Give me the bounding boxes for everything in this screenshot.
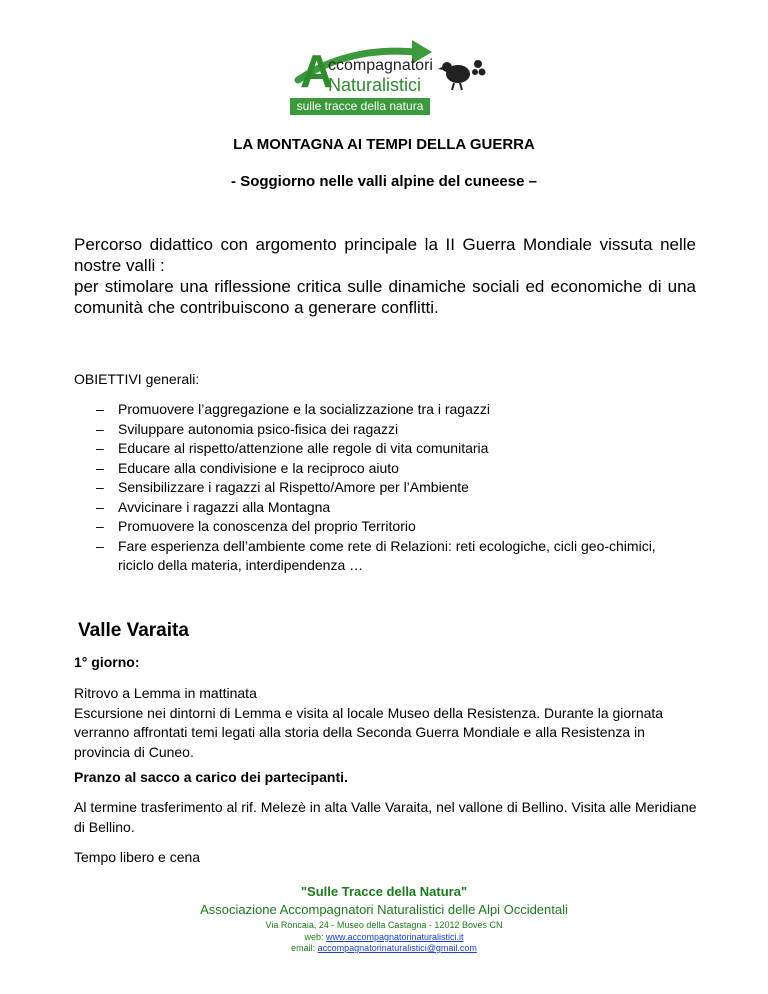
- dash-bullet: –: [96, 498, 104, 515]
- paragraph-line: Ritrovo a Lemma in mattinata: [74, 685, 257, 701]
- day-paragraph-2: Al termine trasferimento al rif. Melezè in alta Valle Varaita, nel vallone di Bellino. Visita alle Meridiane di Bellino.: [74, 799, 697, 835]
- footer-address: Via Roncaia, 24 - Museo della Castagna - 12012 Boves CN: [265, 920, 503, 930]
- section-title: Valle Varaita: [78, 620, 189, 641]
- footer-association: Associazione Accompagnatori Naturalistici delle Alpi Occidentali: [200, 902, 568, 917]
- footer-web: web: www.accompagnatorinaturalistici.it: [304, 932, 464, 942]
- logo-letter: A: [300, 45, 334, 97]
- list-item: – Educare alla condivisione e la reciproco aiuto: [96, 459, 656, 479]
- dash-bullet: –: [96, 518, 104, 534]
- intro-paragraph: [74, 234, 696, 318]
- dash-bullet: –: [96, 440, 104, 456]
- list-item: – Promuovere l’aggregazione e la socializzazione tra i ragazzi: [96, 400, 656, 420]
- lunch-note: Pranzo al sacco a carico dei partecipanti.: [74, 769, 348, 785]
- day-paragraph-1: [74, 684, 704, 762]
- dash-bullet: –: [96, 420, 104, 437]
- logo-tagline: sulle tracce della natura: [290, 98, 430, 115]
- day-paragraph-3: Tempo libero e cena: [74, 849, 201, 865]
- footer-email: email: accompagnatorinaturalistici@gmail.com: [291, 943, 477, 953]
- web-link[interactable]: www.accompagnatorinaturalistici.it: [325, 932, 464, 942]
- page-title: LA MONTAGNA AI TEMPI DELLA GUERRA: [233, 136, 535, 153]
- dash-bullet: –: [96, 537, 104, 554]
- dash-bullet: –: [96, 459, 104, 476]
- paragraph-text: Escursione nei dintorni di Lemma e visita al locale Museo della Resistenza. Durante la giornata verranno affrontati temi legati alla storia della Seconda Guerra Mondiale e alla Resistenza in provincia di Cuneo.: [74, 704, 664, 760]
- email-link[interactable]: accompagnatorinaturalistici@gmail.com: [317, 943, 477, 953]
- list-item: – Fare esperienza dell’ambiente come rete di Relazioni: reti ecologiche, cicli geo-chimici, riciclo della materia, interdipendenza …: [96, 537, 656, 573]
- list-item: – Educare al rispetto/attenzione alle regole di vita comunitaria: [96, 439, 656, 459]
- list-item: – Sviluppare autonomia psico-fisica dei ragazzi: [96, 420, 656, 440]
- list-item: – Promuovere la conoscenza del proprio Territorio: [96, 517, 656, 537]
- objectives-heading: OBIETTIVI generali:: [74, 371, 200, 387]
- intro-line2: per stimolare una riflessione critica sulle dinamiche sociali ed economiche di una comunità che contribuiscono a generare conflitti.: [74, 277, 696, 317]
- list-item: – Sensibilizzare i ragazzi al Rispetto/Amore per l’Ambiente: [96, 478, 656, 498]
- list-item: – Avvicinare i ragazzi alla Montagna: [96, 498, 656, 518]
- dash-bullet: –: [96, 479, 104, 495]
- bird-icon: [438, 54, 488, 94]
- dash-bullet: –: [96, 401, 104, 417]
- logo-line2: Naturalistici: [328, 75, 422, 95]
- page-subtitle: - Soggiorno nelle valli alpine del cuneese –: [231, 173, 537, 190]
- intro-line1: Percorso didattico con argomento principale la II Guerra Mondiale vissuta nelle nostre valli :: [74, 235, 696, 275]
- day-heading: 1° giorno:: [74, 654, 140, 670]
- logo-line1: ccompagnatori: [328, 57, 433, 74]
- footer-name: "Sulle Tracce della Natura": [300, 884, 468, 899]
- objectives-list: [96, 400, 656, 576]
